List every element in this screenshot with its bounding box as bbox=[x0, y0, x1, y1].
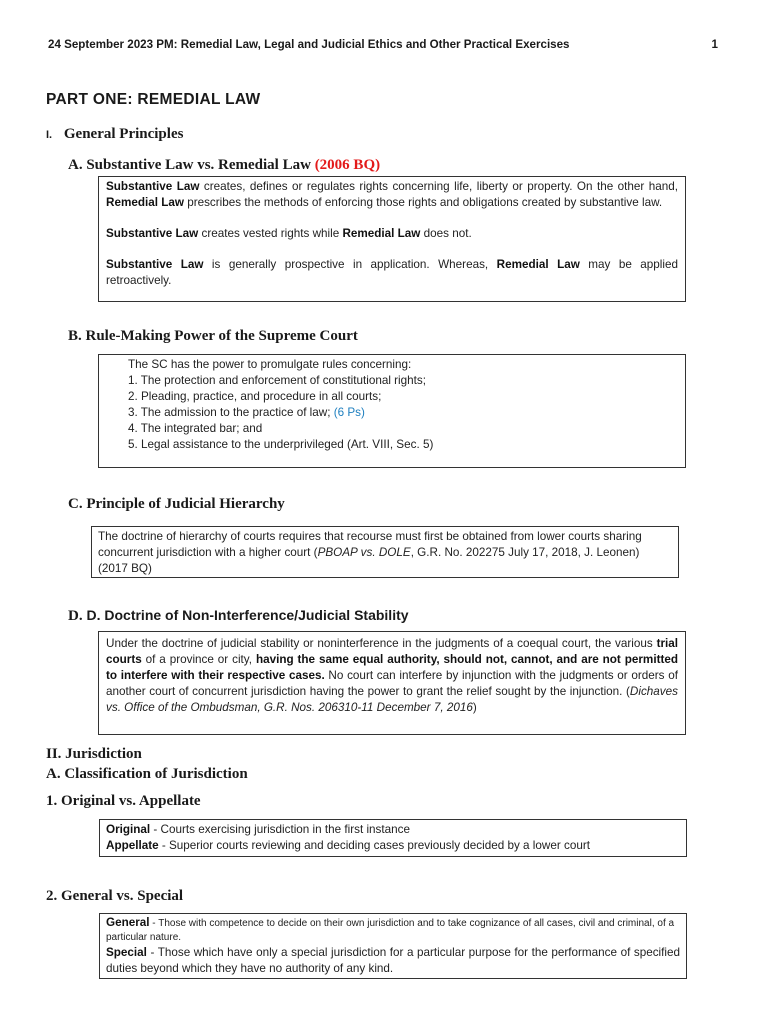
original-appellate-box bbox=[99, 819, 687, 857]
judicial-hierarchy-box bbox=[91, 526, 679, 578]
list-item: 1. The protection and enforcement of constitutional rights; bbox=[128, 374, 426, 387]
original-definition: Original - Courts exercising jurisdiction in the first instance bbox=[106, 823, 410, 836]
list-item: 2. Pleading, practice, and procedure in all courts; bbox=[128, 390, 382, 403]
six-ps-note: (6 Ps) bbox=[333, 406, 365, 419]
paragraph: Under the doctrine of judicial stability or noninterference in the judgments of a coequal court, the various trial courts of a province or city, having the same equal authority, should not, cannot, and are not permitted to interfere with their respective cases. No court can interfere by injunction with the judgments or orders of another court of concurrent jurisdiction having the power to grant the relief sought by the injunction. (Dichaves vs. Office of the Ombudsman, G.R. Nos. 206310-11 December 7, 2016) bbox=[106, 637, 678, 714]
heading-original-vs-appellate: 1. Original vs. Appellate bbox=[46, 793, 201, 809]
general-special-box bbox=[99, 913, 687, 979]
list-item: 4. The integrated bar; and bbox=[128, 422, 263, 435]
part-title: PART ONE: REMEDIAL LAW bbox=[46, 91, 261, 108]
section-jurisdiction: II. Jurisdiction bbox=[46, 746, 142, 762]
heading-substantive-vs-remedial bbox=[68, 157, 380, 174]
heading-classification-of-jurisdiction: A. Classification of Jurisdiction bbox=[46, 766, 248, 782]
bar-question-tag: (2006 BQ) bbox=[314, 157, 381, 173]
section-number: I. bbox=[46, 129, 53, 141]
appellate-definition: Appellate - Superior courts reviewing and deciding cases previously decided by a lower court bbox=[106, 839, 590, 852]
paragraph: Substantive Law is generally prospective in application. Whereas, Remedial Law may be applied retroactively. bbox=[106, 258, 678, 287]
intro-text: The SC has the power to promulgate rules concerning: bbox=[128, 358, 412, 371]
heading-text: A. Substantive Law vs. Remedial Law bbox=[68, 157, 311, 173]
paragraph: Substantive Law creates vested rights while Remedial Law does not. bbox=[106, 227, 472, 240]
paragraph: Substantive Law creates, defines or regulates rights concerning life, liberty or property. On the other hand, Remedial Law prescribes the methods of enforcing those rights and obligations created by substantive law. bbox=[106, 180, 678, 209]
paragraph: The doctrine of hierarchy of courts requires that recourse must first be obtained from lower courts sharing concurrent jurisdiction with a higher court (PBOAP vs. DOLE, G.R. No. 202275 July 17, 2018, J. Leonen) (2017 BQ) bbox=[98, 530, 642, 575]
page-header bbox=[48, 38, 718, 51]
section-general-principles bbox=[46, 126, 183, 143]
heading-judicial-hierarchy: C. Principle of Judicial Hierarchy bbox=[68, 496, 285, 512]
heading-non-interference: D. D. Doctrine of Non-Interference/Judicial Stability bbox=[68, 607, 409, 624]
list-item: 5. Legal assistance to the underprivileged (Art. VIII, Sec. 5) bbox=[128, 438, 434, 451]
page-number: 1 bbox=[711, 38, 718, 51]
rule-making-box bbox=[98, 354, 686, 468]
substantive-remedial-box bbox=[98, 176, 686, 302]
heading-rule-making-power: B. Rule-Making Power of the Supreme Court bbox=[68, 328, 358, 344]
special-definition: Special - Those which have only a special jurisdiction for a particular purpose for the performance of specified duties beyond which they have no authority of any kind. bbox=[106, 946, 680, 975]
heading-general-vs-special: 2. General vs. Special bbox=[46, 888, 184, 904]
non-interference-box bbox=[98, 631, 686, 735]
general-definition: General - Those with competence to decide on their own jurisdiction and to take cognizance of all cases, civil and criminal, of a particular nature. bbox=[106, 916, 675, 943]
section-title: General Principles bbox=[63, 126, 184, 142]
header-title: 24 September 2023 PM: Remedial Law, Legal and Judicial Ethics and Other Practical Exercises bbox=[48, 38, 570, 51]
list-item: 3. The admission to the practice of law; (6 Ps) bbox=[128, 406, 365, 419]
